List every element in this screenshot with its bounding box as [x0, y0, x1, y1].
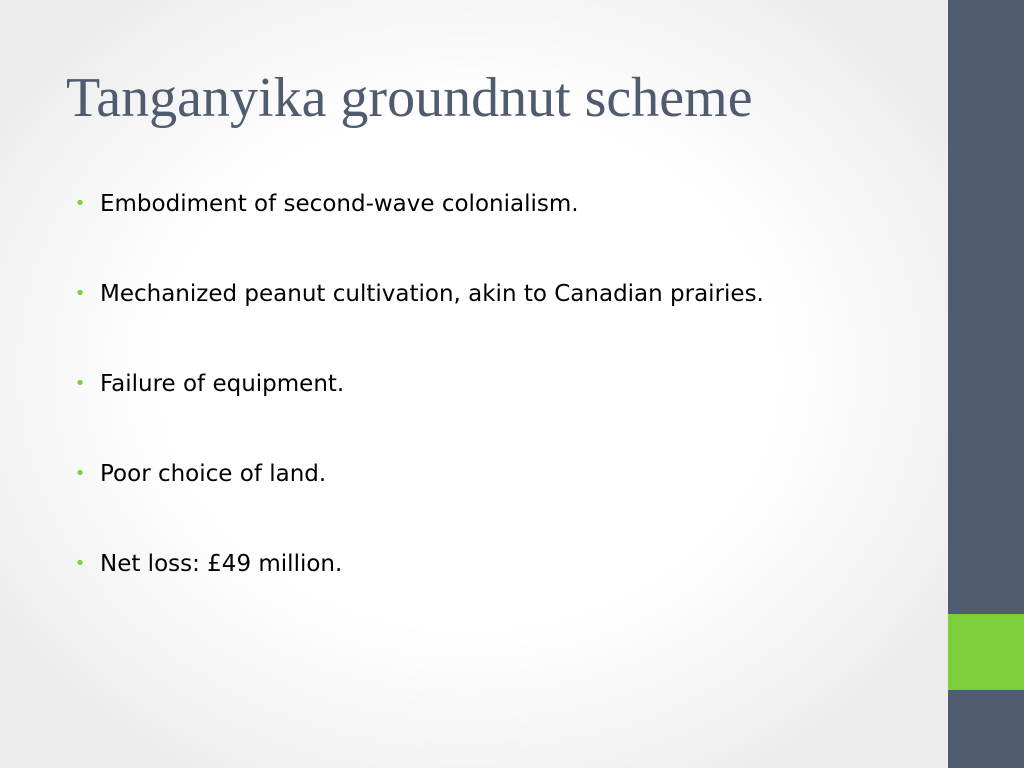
bullet-text: Embodiment of second-wave colonialism. — [100, 191, 579, 217]
bullet-icon: • — [74, 463, 86, 484]
bullet-icon: • — [74, 283, 86, 304]
bullet-icon: • — [74, 553, 86, 574]
bullet-item — [72, 276, 764, 312]
bullet-text: Net loss: £49 million. — [100, 551, 343, 577]
bullet-icon: • — [74, 193, 86, 214]
bullet-item — [72, 456, 764, 492]
slide-title: Tanganyika groundnut scheme — [66, 67, 753, 129]
bullet-text: Failure of equipment. — [100, 371, 345, 397]
bullet-icon: • — [74, 373, 86, 394]
bullet-item — [72, 366, 764, 402]
bullet-text: Mechanized peanut cultivation, akin to Canadian prairies. — [100, 281, 764, 307]
bullet-item — [72, 186, 764, 222]
side-accent-square — [948, 614, 1024, 690]
bullet-list — [72, 186, 764, 636]
bullet-text: Poor choice of land. — [100, 461, 327, 487]
bullet-item — [72, 546, 764, 582]
